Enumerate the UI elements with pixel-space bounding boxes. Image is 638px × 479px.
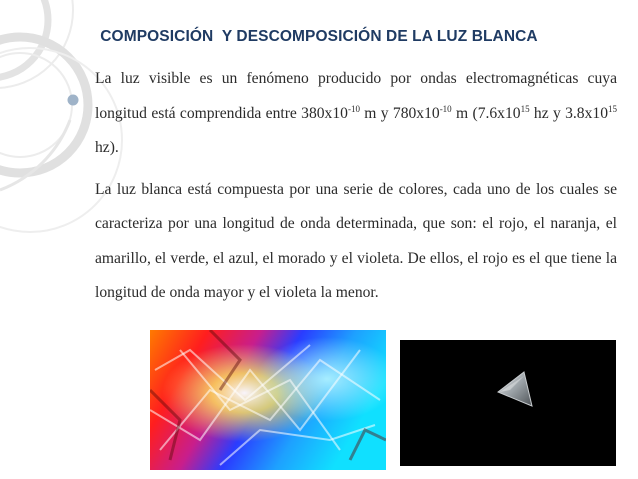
p1-exponent-2: -10 bbox=[439, 103, 452, 114]
decor-dot bbox=[68, 95, 79, 106]
paragraph-white-light: La luz blanca está compuesta por una serie de colores, cada uno de los cuales se caracteriza por una longitud de onda determinada, que son: el rojo, el naranja, el amarillo, el verde, el azul, el morado y el violeta. De ellos, el rojo es el que tiene la longitud de onda mayor y el violeta la menor. bbox=[95, 180, 617, 301]
light-dispersion-picture bbox=[150, 330, 386, 470]
slide-title: COMPOSICIÓN Y DESCOMPOSICIÓN DE LA LUZ BLANCA bbox=[100, 28, 538, 45]
p1-exponent-4: 15 bbox=[608, 103, 617, 114]
p1-text-e: hz). bbox=[95, 139, 119, 156]
prism-picture bbox=[400, 340, 616, 466]
p1-text-b: m y 780x10 bbox=[359, 104, 440, 122]
p1-text-a: La luz visible es un fenómeno producido por ondas electromagnéticas cuya longitud está comprendida entre 380x10 bbox=[95, 70, 617, 122]
p1-exponent-1: -10 bbox=[347, 103, 360, 114]
p1-exponent-3: 15 bbox=[520, 103, 530, 114]
prism-image bbox=[400, 340, 616, 466]
p1-text-d: hz y 3.8x10 bbox=[529, 104, 608, 122]
light-dispersion-image bbox=[150, 330, 386, 470]
paragraph-visible-light bbox=[95, 62, 617, 166]
body-text bbox=[95, 62, 617, 311]
p1-text-c: m (7.6x10 bbox=[451, 104, 521, 122]
